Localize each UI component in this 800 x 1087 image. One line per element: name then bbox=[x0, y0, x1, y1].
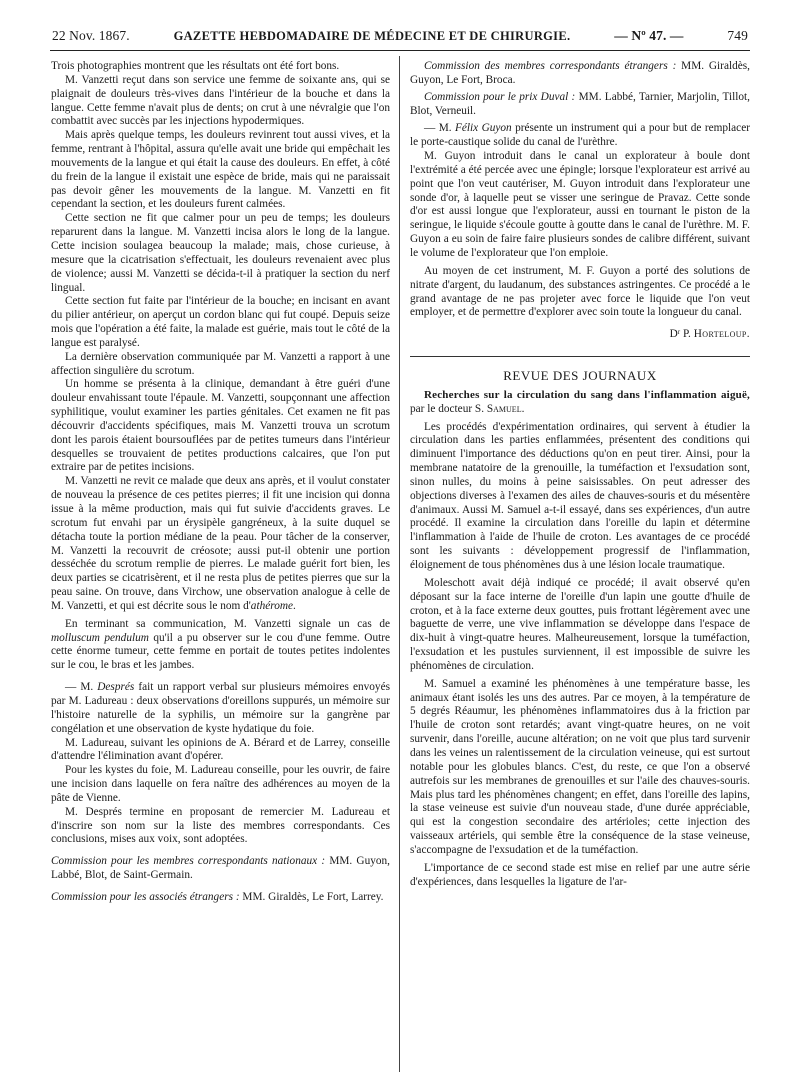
author-signature bbox=[410, 328, 750, 342]
paragraph bbox=[410, 122, 750, 150]
paragraph bbox=[51, 618, 390, 673]
commission-label: Commission pour le prix Duval : bbox=[424, 90, 576, 103]
section-title: REVUE DES JOURNAUX bbox=[503, 368, 657, 384]
paragraph: M. Vanzetti reçut dans son service une femme de soixante ans, qui se plaignait de douleurs très-vives dans l'intérieur de la bouche et dans la langue. Cette femme n'avait plus de dents; on crut à une névralgie que l'on combattit avec succès par les injections hypodermiques. bbox=[51, 73, 390, 128]
commission-paragraph bbox=[410, 91, 750, 119]
article-byline: par le docteur S. bbox=[410, 402, 487, 415]
commission-label: Commission des membres correspondants étrangers : bbox=[424, 60, 677, 72]
article-heading bbox=[410, 389, 750, 417]
commission-label: Commission pour les associés étrangers : bbox=[51, 890, 240, 903]
paragraph: M. Samuel a examiné les phénomènes à une température basse, les animaux étant isolés les uns des autres. Par ce moyen, à la température de 5 degrés Réaumur, les phénomènes inflammatoires dus à la friction par l'huile de croton sont retardés; avant vingt-quatre heures, on ne voit survenir, dans l'oreille, aucune altération; on ne voit que plus tard survenir dans les veines un ralentissement de la circulation veineuse, qui est surtout notable pour les globules blancs. C'est, du reste, ce que l'on a observé autrefois sur les membranes de grenouilles et sur l'aile des chauves-souris. Mais plus tard les phénomènes changent; en effet, dans l'oreille des lapins, la stase veineuse est suivie d'un nouveau stade, d'une durée appréciable, qui est la congestion secondaire des artérioles; cette injection des vaisseaux artériels, qui semble être la conséquence de la stase veineuse, s'accompagne de l'exsudation et de la tuméfaction. bbox=[410, 677, 750, 856]
text-run: fait un rapport verbal sur plusieurs mémoires envoyés par M. Ladureau : deux observations d'oreillons suppurés, un mémoire sur l'histoire naturelle de la syphilis, un mémoire sur la gangrène par congélation et une observation de kyste hydatique du foie. bbox=[51, 681, 390, 735]
paragraph bbox=[51, 681, 390, 736]
commission-paragraph bbox=[410, 60, 750, 88]
paragraph: Cette section ne fit que calmer pour un peu de temps; les douleurs reparurent dans la langue. M. Vanzetti incisa alors le long de la langue. Cette incision soulagea beaucoup la malade; mais, chose curieuse, à mesure que la cicatrisation s'effectuait, les douleurs revenaient avec plus de violence; aussi M. Vanzetti se décida-t-il à pratiquer la section du nerf lingual. bbox=[51, 212, 390, 294]
commission-members: MM. Giraldès, Le Fort, Larrey. bbox=[239, 890, 384, 903]
italic-term: molluscum pendulum bbox=[51, 631, 149, 644]
italic-name: Félix Guyon bbox=[454, 122, 512, 135]
paragraph: Les procédés d'expérimentation ordinaires, qui servent à étudier la circulation dans les parties enflammées, présentent des conditions qui diminuent l'importance des déductions qu'on en peut tirer. Ainsi, pour la membrane natatoire de la grenouille, la tuméfaction et l'exsudation sont, sinon nulles, du moins à peine saisissables. On peut adresser des objections diverses à l'examen des ailes de chauves-souris et du mésentère d'animaux. Aussi M. Samuel a-t-il essayé, dans ses expériences, d'un autre procédé. Il examine la circulation dans l'oreille du lapin et détermine l'inflammation à l'aide de l'huile de croton. Les avantages de ce procédé sont les suivants : développement progressif de l'inflammation, éloignement de tous phénomènes dus à une lésion locale traumatique. bbox=[410, 420, 750, 571]
running-header bbox=[52, 28, 748, 50]
paragraph: Trois photographies montrent que les résultats ont été fort bons. bbox=[51, 60, 340, 72]
paragraph: M. Després termine en proposant de remercier M. Ladureau et d'inscrire son nom sur la liste des membres correspondants. Ces conclusions, mises aux voix, sont adoptées. bbox=[51, 805, 390, 846]
paragraph: Au moyen de cet instrument, M. F. Guyon a porté des solutions de nitrate d'argent, du laudanum, des substances astringentes. Ce procédé a le grand avantage de ne pas projeter avec force le liquide que l'on veut employer, et de permettre d'explorer avec soin toute la longueur du canal. bbox=[410, 264, 750, 319]
commission-label: Commission pour les membres correspondants nationaux : bbox=[51, 855, 326, 868]
header-title: GAZETTE HEBDOMADAIRE DE MÉDECINE ET DE CHIRURGIE. bbox=[173, 29, 571, 43]
paragraph bbox=[51, 475, 390, 613]
signature-name: Horteloup. bbox=[693, 328, 750, 341]
paragraph: Un homme se présenta à la clinique, demandant à être guéri d'une douleur envahissant toute l'épaule. M. Vanzetti, soupçonnant une affection syphilitique, voulut examiner les parties génitales. Cet examen ne fit pas découvrir d'accidents spécifiques, mais M. Vanzetti trouva un scrotum dont les parois étaient boursouflées par de petites tumeurs dans l'intérieur desquelles se trouvaient de petites productions calcaires, que l'on put extraire par de petites incisions. bbox=[51, 378, 390, 474]
signature-prefix: Dʳ P. bbox=[669, 328, 694, 341]
column-divider bbox=[399, 56, 400, 1072]
text-run: M. Vanzetti ne revit ce malade que deux ans après, et il voulut constater de nouveau la présence de ces petites pierres; il fit une incision qui donna issue à la même production, mais qui fut suivie d'accidents graves. Le scrotum fut envahi par un érysipèle gangréneux, à la suite duquel se détacha toute la portion médiane de la peau. Pour tâcher de la conserver, M. Vanzetti la recouvrit de créosote; aussi put-il obtenir une portion desséchée du scrotum remplie de pierres. Le malade guérit fort bien, les deux parties se cicatrisèrent, et il ne resta plus de petites pierres que sur la peau saine. On trouve, dans Virchow, une observation analogue à celle de M. Vanzetti, et qui est décrite sous le nom d' bbox=[51, 475, 390, 612]
paragraph: Moleschott avait déjà indiqué ce procédé; il avait observé qu'en déposant sur la face interne de l'oreille d'un lapin une goutte d'huile de croton, et à la face externe deux gouttes, puis frottant légèrement avec une baguette de verre, une vive inflammation se développe dans l'espace de dix-huit à vingt-quatre heures. Malheureusement, lorsque la tuméfaction, l'exsudation et les pustules surviennent, il est impossible de suivre les phénomènes de circulation. bbox=[410, 576, 750, 672]
header-rule bbox=[50, 50, 750, 51]
paragraph: Cette section fut faite par l'intérieur de la bouche; en incisant en avant du pilier antérieur, on aperçut un cordon blanc qui fut coupé. Depuis seize mois que l'opération a été faite, la malade est guérie, mais tout le côté de la langue est paralysé. bbox=[51, 295, 390, 349]
text-run: présente un instrument qui a pour but de remplacer le porte-caustique solide du canal de l'urèthre. bbox=[410, 122, 750, 149]
header-page-number: 749 bbox=[727, 28, 748, 43]
paragraph: M. Guyon introduit dans le canal un explorateur à boule dont l'extrémité a été percée avec une épingle; lorsque l'explorateur est arrivé au point que l'on veut cautériser, M. Guyon introduit dans l'explorateur une sonde d'or, à laquelle peut se visser une seringue de Pravaz. Cette sonde d'or est aussi longue que l'explorateur, aussi en tournant le piston de la seringue, le liquide s'écoule goutte à goutte dans le canal de l'urèthre. M. F. Guyon a eu soin de faire faire plusieurs sondes de calibre différent, suivant le volume de l'explorateur que l'on emploie. bbox=[410, 150, 750, 259]
header-issue-number: — Nº 47. — bbox=[614, 28, 684, 43]
text-run: . bbox=[293, 599, 296, 612]
text-run: En terminant sa communication, M. Vanzetti signale un cas de bbox=[65, 617, 390, 630]
section-rule bbox=[410, 356, 750, 357]
italic-term: athérome bbox=[250, 599, 294, 612]
commission-paragraph bbox=[51, 891, 390, 905]
text-run: qu'il a pu observer sur le cou d'une femme. Outre cette énorme tumeur, cette femme en portait de toutes petites indolentes sur le cou, le bras et les jambes. bbox=[51, 631, 391, 672]
paragraph: Mais après quelque temps, les douleurs revinrent tout aussi vives, et la femme, rentrant à l'hôpital, assura qu'elle avait une bride qui empêchait les mouvements de la langue et qui était la cause des douleurs. En effet, à côté du frein de la langue il existait une espèce de bride, mais qui ne paraissait pas devoir gêner les mouvements de la langue. M. Vanzetti en fit cependant la section, et les douleurs furent calmées. bbox=[51, 129, 390, 211]
commission-members: MM. Labbé, Tarnier, Marjolin, Tillot, Blot, Verneuil. bbox=[410, 90, 750, 117]
text-run: — M. bbox=[424, 122, 455, 135]
left-column bbox=[51, 60, 390, 905]
article-title: Recherches sur la circulation du sang dans l'inflammation aiguë, bbox=[424, 388, 750, 401]
paragraph: La dernière observation communiquée par M. Vanzetti a rapport à une affection singulière du scrotum. bbox=[51, 350, 390, 377]
paragraph: M. Ladureau, suivant les opinions de A. Bérard et de Larrey, conseille d'attendre l'élimination avant d'opérer. bbox=[51, 736, 390, 763]
article-author: Samuel. bbox=[486, 402, 525, 415]
commission-members: MM. Giraldès, Guyon, Le Fort, Broca. bbox=[410, 60, 750, 86]
paragraph: L'importance de ce second stade est mise en relief par une autre série d'expériences, dans lesquelles la ligature de l'ar- bbox=[410, 861, 750, 888]
header-date: 22 Nov. 1867. bbox=[52, 28, 130, 43]
italic-name: Després bbox=[97, 681, 135, 694]
paragraph: Pour les kystes du foie, M. Ladureau conseille, pour les ouvrir, de faire une incision dans laquelle on fera naître des adhérences au moyen de la pâte de Vienne. bbox=[51, 764, 390, 804]
commission-paragraph bbox=[51, 855, 390, 883]
commission-members: MM. Guyon, Labbé, Blot, de Saint-Germain. bbox=[51, 855, 391, 882]
text-run: — M. bbox=[65, 681, 98, 694]
right-column bbox=[410, 60, 750, 889]
